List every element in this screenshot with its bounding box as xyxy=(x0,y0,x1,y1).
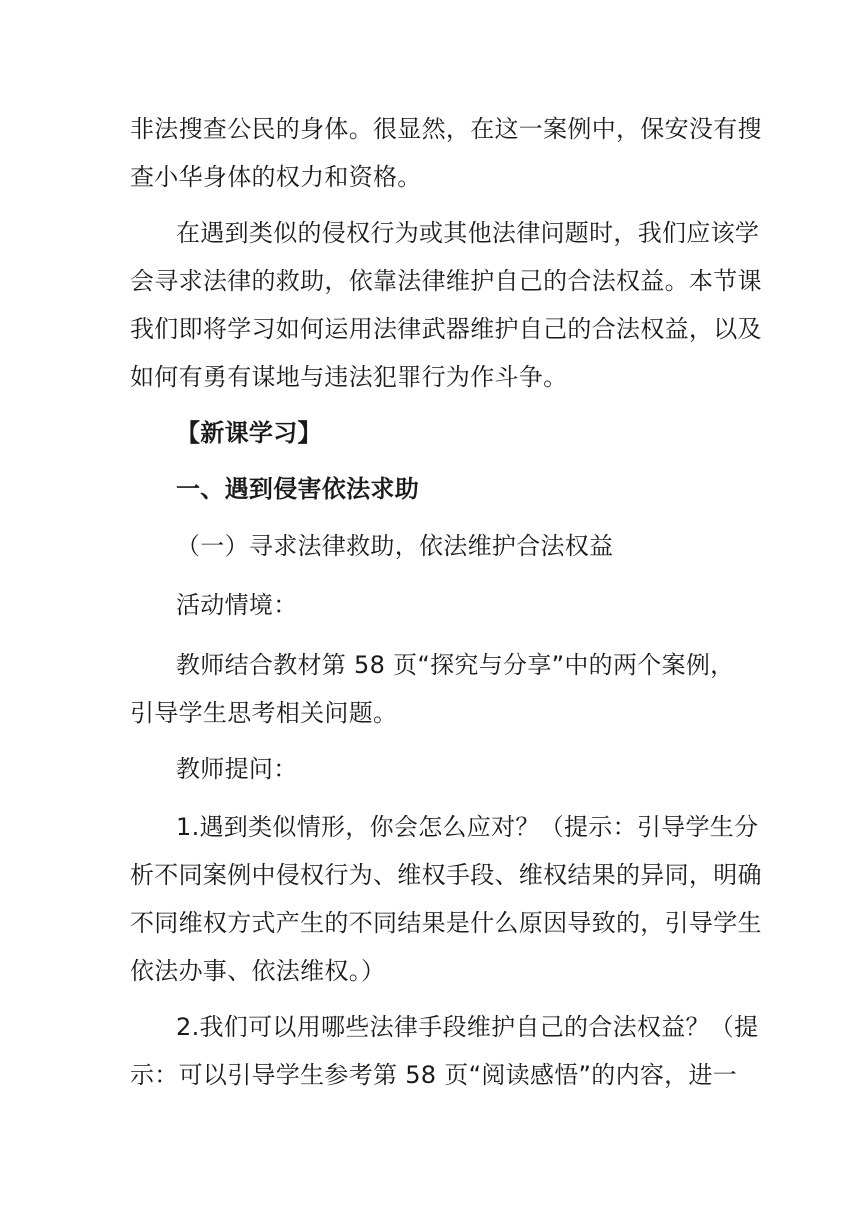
question-2: 2.我们可以用哪些法律手段维护自己的合法权益？（提 xyxy=(176,1013,759,1041)
text-line: 示：可以引导学生参考第 58 页“阅读感悟”的内容，进一 xyxy=(130,1061,738,1089)
text-line: 如何有勇有谋地与违法犯罪行为作斗争。 xyxy=(130,363,568,391)
text-line: 引导学生思考相关问题。 xyxy=(130,699,398,727)
subsection-heading: 一、遇到侵害依法求助 xyxy=(176,475,419,503)
topic-heading: （一）寻求法律救助，依法维护合法权益 xyxy=(176,532,614,560)
text-line: 析不同案例中侵权行为、维权手段、维权结果的异同，明确 xyxy=(130,861,762,889)
text-line: 会寻求法律的救助，依靠法律维护自己的合法权益。本节课 xyxy=(130,267,762,295)
paragraph-start: 在遇到类似的侵权行为或其他法律问题时，我们应该学 xyxy=(176,219,760,247)
paragraph-start: 教师结合教材第 58 页“探究与分享”中的两个案例， xyxy=(176,651,735,679)
text-line: 不同维权方式产生的不同结果是什么原因导致的，引导学生 xyxy=(130,909,762,937)
text-line: 依法办事、依法维权。） xyxy=(130,957,386,985)
activity-label: 活动情境： xyxy=(176,591,298,619)
question-1: 1.遇到类似情形，你会怎么应对？（提示：引导学生分 xyxy=(176,813,759,841)
question-label: 教师提问： xyxy=(176,755,298,783)
text-line: 非法搜查公民的身体。很显然，在这一案例中，保安没有搜 xyxy=(130,115,762,143)
text-line: 我们即将学习如何运用法律武器维护自己的合法权益，以及 xyxy=(130,315,762,343)
section-heading: 【新课学习】 xyxy=(176,419,322,447)
text-line: 查小华身体的权力和资格。 xyxy=(130,163,422,191)
